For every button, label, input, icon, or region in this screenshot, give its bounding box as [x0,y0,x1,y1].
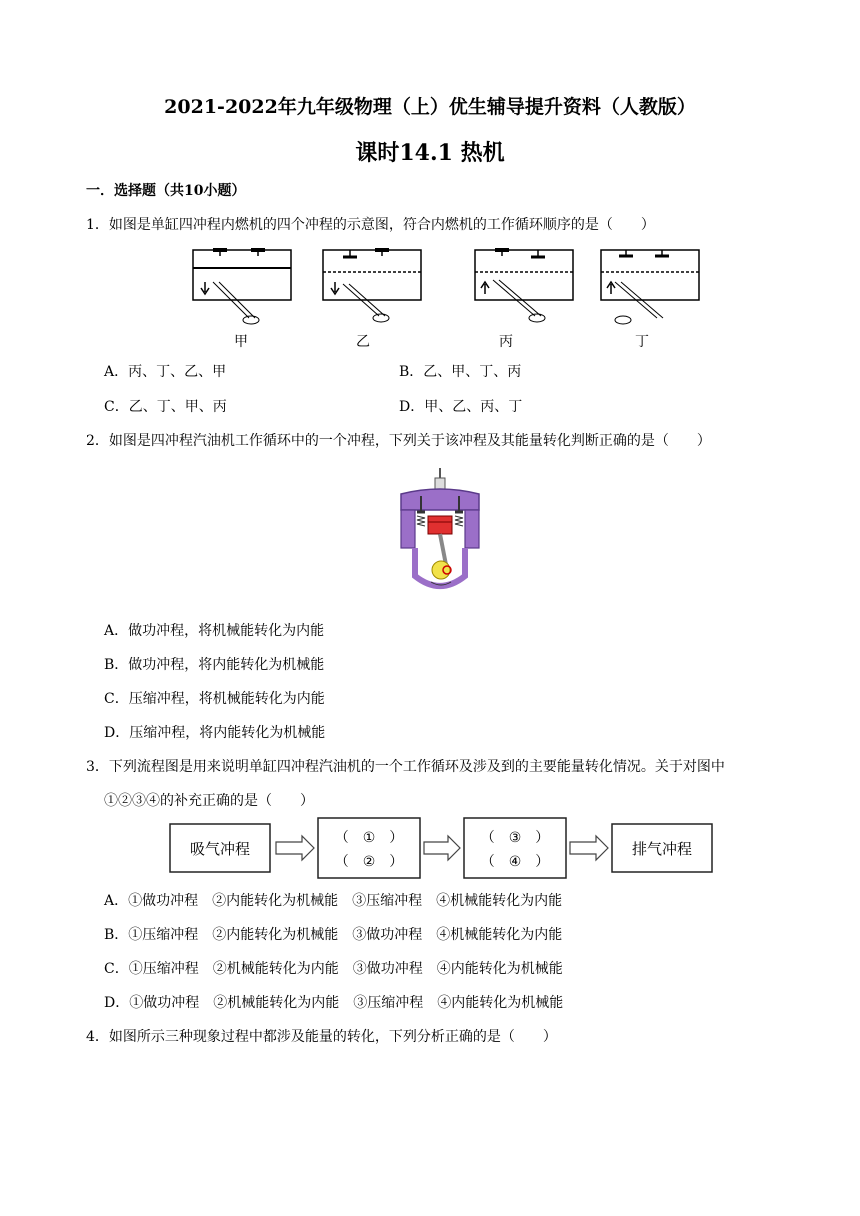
flow-blank-4: （ ④ ） [480,854,550,870]
q3-option-b: B．①压缩冲程 ②内能转化为机械能 ③做功冲程 ④机械能转化为内能 [104,927,563,943]
q2-option-d: D．压缩冲程，将内能转化为机械能 [104,725,326,741]
q1-option-b: B．乙、甲、丁、丙 [399,364,522,380]
question-1-text: 1．如图是单缸四冲程内燃机的四个冲程的示意图，符合内燃机的工作循环顺序的是（ ） [86,217,655,233]
q2-option-c: C．压缩冲程，将机械能转化为内能 [104,691,325,707]
flow-box-intake-label: 吸气冲程 [189,840,251,858]
flow-arrow-3 [570,836,608,860]
q3-option-c: C．①压缩冲程 ②机械能转化为内能 ③做功冲程 ④内能转化为机械能 [104,961,563,977]
q1-option-c: C．乙、丁、甲、丙 [104,399,227,415]
gasoline-engine-figure [395,466,485,596]
q2-option-a: A．做功冲程，将机械能转化为内能 [104,623,325,639]
question-3-text-line2: ①②③④的补充正确的是（ ） [104,793,314,809]
figure-label-yi: 乙 [356,334,370,350]
question-4-text: 4．如图所示三种现象过程中都涉及能量的转化，下列分析正确的是（ ） [86,1029,557,1045]
stroke-diagram-jia [193,250,291,324]
flow-arrow-2 [424,836,460,860]
flow-box-exhaust-label: 排气冲程 [631,840,693,858]
document-title: 2021-2022年九年级物理（上）优生辅导提升资料（人教版） [164,96,696,118]
q3-option-a: A．①做功冲程 ②内能转化为机械能 ③压缩冲程 ④机械能转化为内能 [104,893,563,909]
flow-blank-2: （ ② ） [334,854,404,870]
stroke-diagram-yi [323,250,421,322]
engine-strokes-figure [185,242,705,354]
q3-option-d: D．①做功冲程 ②机械能转化为内能 ③压缩冲程 ④内能转化为机械能 [104,995,564,1011]
flow-blank-1: （ ① ） [334,830,404,846]
figure-label-jia: 甲 [234,334,248,350]
q2-option-b: B．做功冲程，将内能转化为机械能 [104,657,325,673]
q1-option-d: D．甲、乙、丙、丁 [399,399,523,415]
figure-label-bing: 丙 [499,334,513,350]
flow-blank-3: （ ③ ） [480,830,550,846]
section-heading: 一．选择题（共10小题） [86,183,246,199]
q1-option-a: A．丙、丁、乙、甲 [104,364,227,380]
question-3-text-line1: 3．下列流程图是用来说明单缸四冲程汽油机的一个工作循环及涉及到的主要能量转化情况。关于对图中 [86,759,725,775]
flow-arrow-1 [276,836,314,860]
figure-label-ding: 丁 [635,334,649,350]
stroke-diagram-bing [475,250,573,322]
lesson-title: 课时14.1 热机 [355,140,505,166]
question-2-text: 2．如图是四冲程汽油机工作循环中的一个冲程，下列关于该冲程及其能量转化判断正确的是（ ） [86,433,711,449]
stroke-flow-chart [168,816,716,880]
stroke-diagram-ding [601,250,699,324]
